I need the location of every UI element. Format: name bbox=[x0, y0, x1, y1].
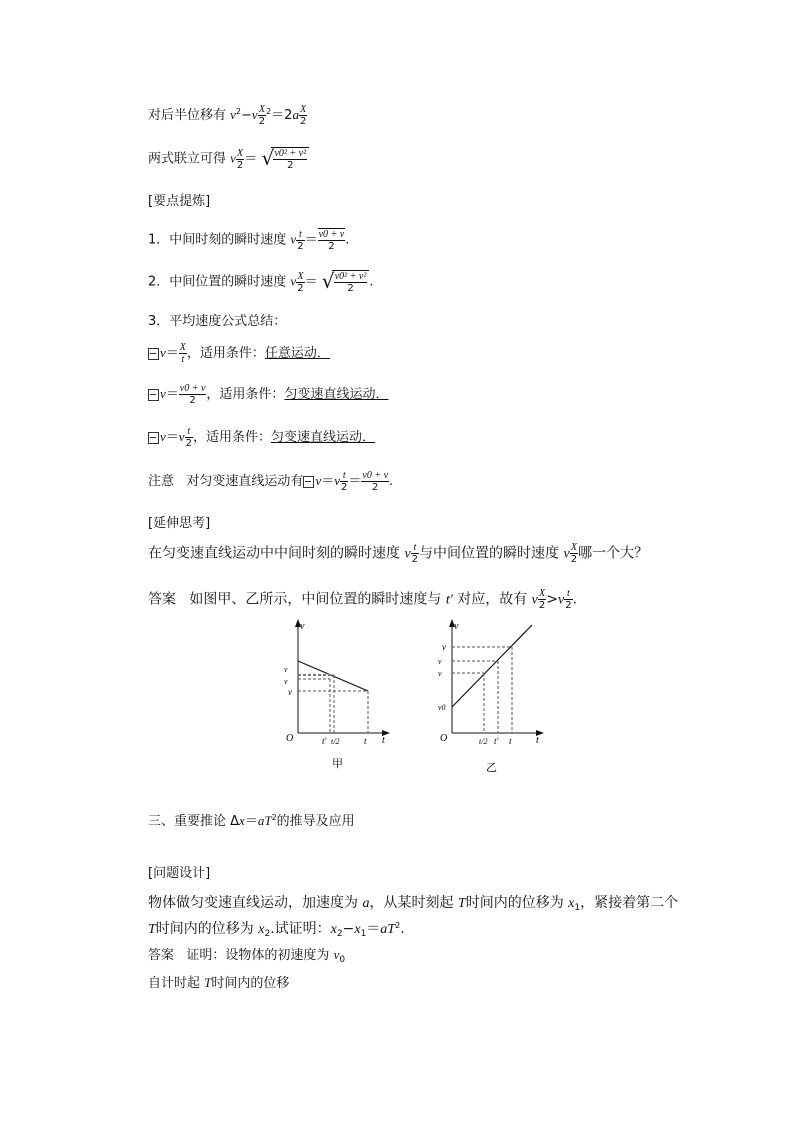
text: 对应，故有 bbox=[452, 591, 532, 608]
x-label: t bbox=[536, 735, 539, 746]
x: x bbox=[239, 813, 245, 828]
frac-t-2: $\frac{t}{2}$ bbox=[565, 588, 572, 611]
half-displacement-equation bbox=[148, 104, 307, 127]
frac-x-t: $\frac{X}{t}$ bbox=[179, 342, 186, 365]
square: 2 bbox=[235, 107, 242, 116]
v: v bbox=[531, 592, 538, 608]
section-design: [问题设计] bbox=[148, 866, 211, 881]
frac-t-2: $\frac{t}{2}$ bbox=[411, 542, 419, 565]
vbar-icon bbox=[148, 432, 159, 444]
combined-result bbox=[148, 147, 309, 171]
T: T bbox=[148, 922, 156, 937]
caption: 乙 bbox=[486, 762, 497, 774]
frac-x-2: $\frac{X}{2}$ bbox=[538, 588, 546, 611]
text: ，紧接着第二个 bbox=[580, 895, 679, 911]
t-prime: t′ bbox=[445, 592, 453, 608]
velocity-line bbox=[452, 625, 532, 707]
t-half-label: t/2 bbox=[331, 737, 340, 746]
frac-avg: $\frac{v0 + v}{2}$ bbox=[362, 470, 389, 493]
answer-label: 答案 bbox=[148, 948, 175, 963]
point-3: 3．平均速度公式总结： bbox=[148, 314, 287, 329]
text: ，从某时刻起 bbox=[369, 895, 458, 911]
v: v bbox=[178, 429, 185, 444]
equals: ＝2 bbox=[271, 108, 293, 123]
formula-2 bbox=[148, 383, 388, 406]
greater-than: > bbox=[546, 591, 558, 608]
v: v bbox=[290, 231, 297, 247]
period: . bbox=[572, 591, 578, 608]
v-x-half-label: v bbox=[284, 677, 288, 686]
text: 物体做匀变速直线运动，加速度为 bbox=[148, 895, 363, 911]
T: T bbox=[204, 975, 212, 990]
formula-1 bbox=[148, 342, 330, 365]
answer-2 bbox=[148, 944, 345, 965]
equals: ＝ bbox=[244, 151, 258, 167]
x: x bbox=[258, 922, 265, 937]
t-label: t bbox=[509, 736, 512, 746]
text: ，适用条件： bbox=[186, 346, 265, 361]
answer-label: 答案 bbox=[148, 591, 176, 608]
frac-x-2: $\frac{X}{2}$ bbox=[236, 147, 244, 171]
v: v bbox=[563, 546, 570, 562]
sqrt: √ $\frac{\text{v0² + v²}}{2}$ bbox=[322, 270, 370, 294]
condition: 任意运动． bbox=[264, 346, 330, 361]
x: x bbox=[330, 922, 337, 937]
text: 三、重要推论 Δ bbox=[148, 814, 240, 829]
a: a bbox=[292, 107, 299, 122]
t-half-label: t/2 bbox=[479, 737, 488, 746]
period: . bbox=[345, 232, 350, 248]
a: a bbox=[362, 896, 370, 911]
T: T bbox=[457, 896, 466, 911]
frac-x-2: $\frac{X}{2}$ bbox=[258, 104, 266, 127]
extension-answer bbox=[148, 588, 577, 611]
text: 时间内的位移为 bbox=[155, 921, 259, 937]
square: 2 bbox=[271, 813, 277, 822]
v-label: v bbox=[288, 687, 292, 697]
text: ，适用条件： bbox=[192, 430, 271, 445]
text: 在匀变速直线运动中中间时刻的瞬时速度 bbox=[148, 545, 405, 562]
text: 对后半位移有 bbox=[148, 108, 231, 123]
frac-x-2: $\frac{X}{2}$ bbox=[299, 104, 307, 127]
x-label: t bbox=[382, 735, 385, 746]
v: v bbox=[251, 107, 258, 122]
graph-yi bbox=[432, 615, 552, 775]
equals: ＝ bbox=[348, 474, 362, 489]
text: 1．中间时刻的瞬时速度 bbox=[148, 232, 291, 248]
equals: ＝ bbox=[304, 274, 318, 290]
v: v bbox=[315, 473, 322, 488]
equals: ＝ bbox=[366, 921, 381, 937]
extension-question bbox=[148, 542, 648, 565]
sub-1: 1 bbox=[574, 903, 581, 913]
sqrt: √ $\frac{\text{v0² + v²}}{2}$ bbox=[261, 147, 309, 171]
text: 两式联立可得 bbox=[148, 151, 231, 167]
t-prime-label: t′ bbox=[322, 736, 327, 746]
section-3-title bbox=[148, 810, 355, 829]
period: . bbox=[389, 474, 394, 489]
aT: aT bbox=[380, 922, 396, 937]
equals: ＝ bbox=[304, 232, 318, 248]
condition: 匀变速直线运动． bbox=[284, 387, 389, 402]
sub-2: 2 bbox=[264, 929, 271, 939]
v-x-half-label: v bbox=[438, 657, 442, 666]
frac-avg: $\frac{v0 + v}{2}$ bbox=[318, 229, 345, 252]
y-label: v bbox=[300, 621, 305, 632]
v-t-half-label: v bbox=[438, 669, 442, 678]
text: 与中间位置的瞬时速度 bbox=[419, 545, 564, 562]
sub-2: 2 bbox=[336, 929, 343, 939]
text: 自计时起 bbox=[148, 976, 205, 991]
v-t-half-label: v bbox=[284, 665, 288, 674]
vbar-icon bbox=[148, 348, 159, 360]
equals: ＝ bbox=[244, 814, 258, 829]
v: v bbox=[558, 592, 565, 608]
v: v bbox=[230, 107, 236, 122]
text: 时间内的位移为 bbox=[465, 895, 569, 911]
text: 如图甲、乙所示，中间位置的瞬时速度与 bbox=[189, 591, 446, 608]
x: x bbox=[568, 896, 575, 911]
period: . bbox=[369, 274, 374, 290]
equals: ＝ bbox=[165, 387, 179, 402]
x: x bbox=[354, 922, 361, 937]
square: 2 bbox=[395, 921, 401, 930]
text: 2．中间位置的瞬时速度 bbox=[148, 274, 291, 290]
origin: O bbox=[286, 733, 294, 744]
sub-1: 1 bbox=[360, 929, 367, 939]
section-points: [要点提炼] bbox=[148, 194, 211, 209]
sub-0: 0 bbox=[339, 955, 346, 965]
caption: 甲 bbox=[332, 758, 343, 770]
minus: − bbox=[342, 921, 355, 937]
frac-x-2: $\frac{X}{2}$ bbox=[570, 542, 578, 565]
v: v bbox=[230, 150, 236, 166]
text: 对匀变速直线运动有 bbox=[186, 474, 304, 489]
text: ，适用条件： bbox=[206, 387, 285, 402]
text: .试证明： bbox=[270, 921, 331, 937]
square: 2 bbox=[266, 107, 272, 116]
point-2 bbox=[148, 270, 373, 294]
v: v bbox=[160, 386, 166, 401]
vbar-icon bbox=[303, 476, 314, 488]
design-line-1 bbox=[148, 892, 678, 913]
v: v bbox=[160, 345, 166, 360]
section-extension: [延伸思考] bbox=[148, 516, 211, 531]
equals: ＝ bbox=[321, 474, 335, 489]
note-label: 注意 bbox=[148, 474, 175, 489]
v: v bbox=[334, 473, 341, 488]
t-label: t bbox=[364, 736, 367, 746]
formula-3 bbox=[148, 426, 375, 449]
v: v bbox=[160, 429, 166, 444]
frac-x-2: $\frac{X}{2}$ bbox=[297, 270, 304, 294]
aT: aT bbox=[257, 813, 272, 828]
y-label: v bbox=[454, 621, 459, 632]
text: 哪一个大？ bbox=[578, 545, 649, 562]
frac-t-2: $\frac{t}{2}$ bbox=[185, 426, 192, 449]
note bbox=[148, 470, 393, 493]
v0-label: v0 bbox=[438, 703, 446, 712]
point-1 bbox=[148, 228, 349, 252]
condition: 匀变速直线运动． bbox=[270, 430, 375, 445]
v: v bbox=[333, 947, 340, 962]
t-prime-label: t′ bbox=[494, 736, 499, 746]
last-line bbox=[148, 972, 289, 991]
vbar-icon bbox=[148, 389, 159, 401]
text: 的推导及应用 bbox=[276, 814, 355, 829]
graph-jia bbox=[278, 615, 398, 775]
origin: O bbox=[440, 733, 448, 744]
v-label: v bbox=[442, 642, 446, 652]
v: v bbox=[404, 546, 411, 562]
design-line-2: T时间内的位移为 $x_2$.试证明：$x_2-x_1=aT^2$. bbox=[148, 921, 405, 939]
text: 证明：设物体的初速度为 bbox=[186, 948, 334, 963]
text: 时间内的位移 bbox=[211, 976, 290, 991]
v: v bbox=[290, 273, 297, 289]
equals: ＝ bbox=[165, 430, 179, 445]
frac-t-2: $\frac{t}{2}$ bbox=[341, 470, 348, 493]
frac-t-2: $\frac{t}{2}$ bbox=[297, 228, 304, 252]
frac-avg: $\frac{v0 + v}{2}$ bbox=[179, 383, 206, 406]
minus: − bbox=[241, 108, 252, 123]
equals: ＝ bbox=[165, 346, 179, 361]
